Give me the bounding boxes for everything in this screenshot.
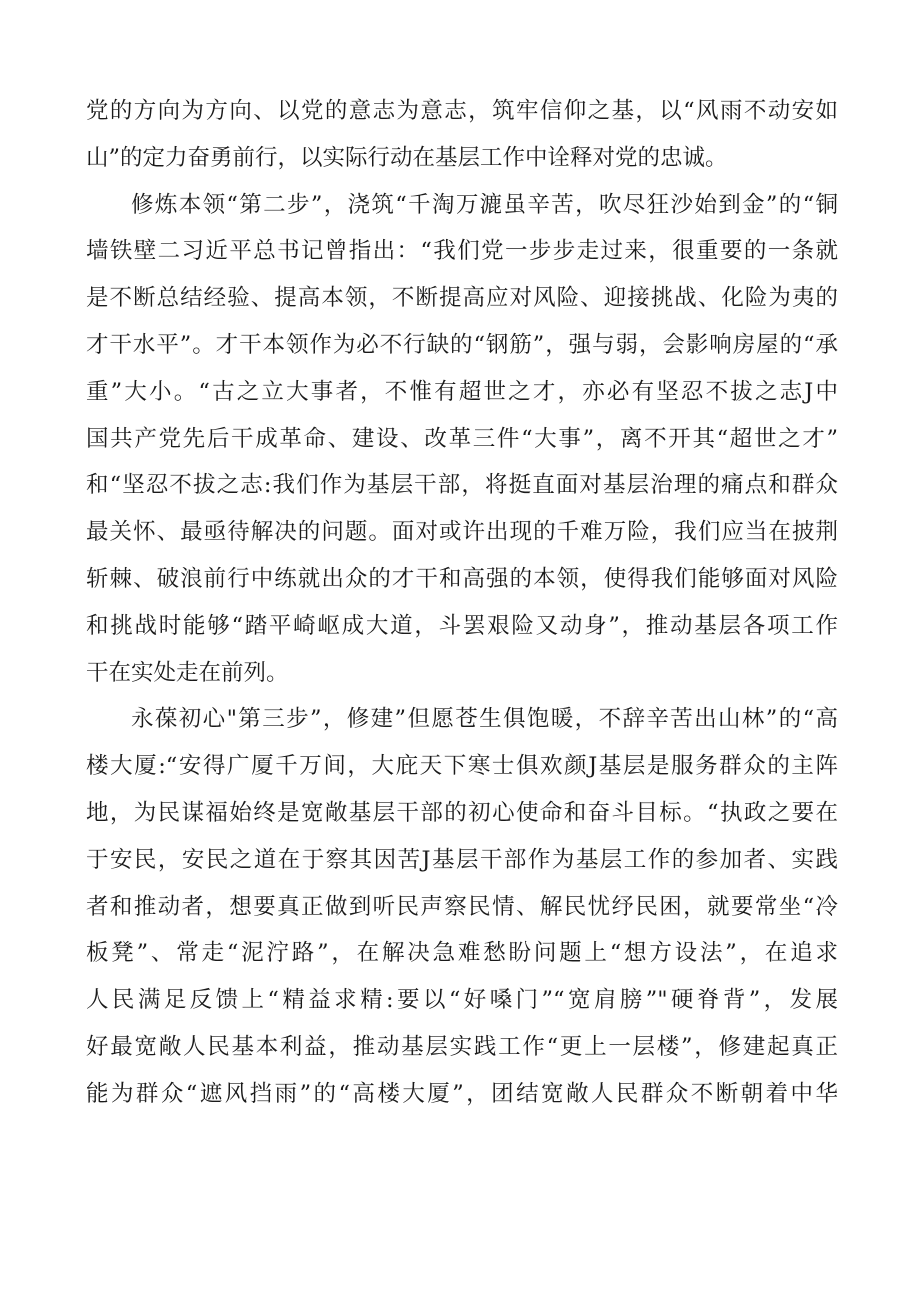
text-line: 是不断总结经验、提高本领，不断提高应对风险、迎接挑战、化险为夷的 <box>86 285 838 312</box>
document-body <box>86 88 838 1118</box>
text-line: 山”的定力奋勇前行，以实际行动在基层工作中诠释对党的忠诚。 <box>86 144 728 171</box>
text-line: 墙铁壁二习近平总书记曾指出：“我们党一步步走过来，很重要的一条就 <box>86 238 838 265</box>
text-line: 最关怀、最亟待解决的问题。面对或许出现的千难万险，我们应当在披荆 <box>86 519 838 546</box>
text-line: 党的方向为方向、以党的意志为意志，筑牢信仰之基，以“风雨不动安如 <box>86 98 838 124</box>
text-line: 国共产党先后干成革命、建设、改革三件“大事”，离不开其“超世之才” <box>86 425 838 452</box>
text-line: 永葆初心"第三步”，修建”但愿苍生俱饱暖，不辞辛苦出山林”的“高 <box>131 706 838 733</box>
text-line: 人民满足反馈上“精益求精:要以“好嗓门”“宽肩膀”"硬脊背”，发展 <box>86 987 838 1014</box>
text-line: 好最宽敞人民基本利益，推动基层实践工作“更上一层楼”，修建起真正 <box>86 1033 838 1060</box>
text-line: 板凳”、常走“泥泞路”，在解决急难愁盼问题上“想方设法”，在追求 <box>86 940 838 967</box>
text-line: 地，为民谋福始终是宽敞基层干部的初心使命和奋斗目标。“执政之要在 <box>86 799 838 826</box>
text-line: 才干水平”。才干本领作为必不行缺的“钢筋”，强与弱，会影响房屋的“承 <box>86 331 838 358</box>
text-line: 者和推动者，想要真正做到听民声察民情、解民忧纾民困，就要常坐“冷 <box>86 893 838 920</box>
paragraph-1 <box>86 88 838 182</box>
text-line: 和“坚忍不拔之志:我们作为基层干部，将挺直面对基层治理的痛点和群众 <box>86 472 838 499</box>
text-line: 干在实处走在前列。 <box>86 659 289 686</box>
text-line: 于安民，安民之道在于察其因苦J基层干部作为基层工作的参加者、实践 <box>86 846 838 873</box>
paragraph-2 <box>86 182 838 697</box>
text-line: 修炼本领“第二步”，浇筑“千淘万漉虽辛苦，吹尽狂沙始到金”的“铜 <box>131 191 838 218</box>
paragraph-3 <box>86 696 838 1117</box>
text-line: 斩棘、破浪前行中练就出众的才干和高强的本领，使得我们能够面对风险 <box>86 565 838 592</box>
text-line: 能为群众“遮风挡雨”的“高楼大厦”，团结宽敞人民群众不断朝着中华 <box>86 1080 838 1107</box>
text-line: 楼大厦:“安得广厦千万间，大庇天下寒士俱欢颜J基层是服务群众的主阵 <box>86 753 838 780</box>
text-line: 重”大小。“古之立大事者，不惟有超世之才，亦必有坚忍不拔之志J中 <box>86 378 838 405</box>
text-line: 和挑战时能够“踏平崎岖成大道，斗罢艰险又动身”，推动基层各项工作 <box>86 612 838 639</box>
